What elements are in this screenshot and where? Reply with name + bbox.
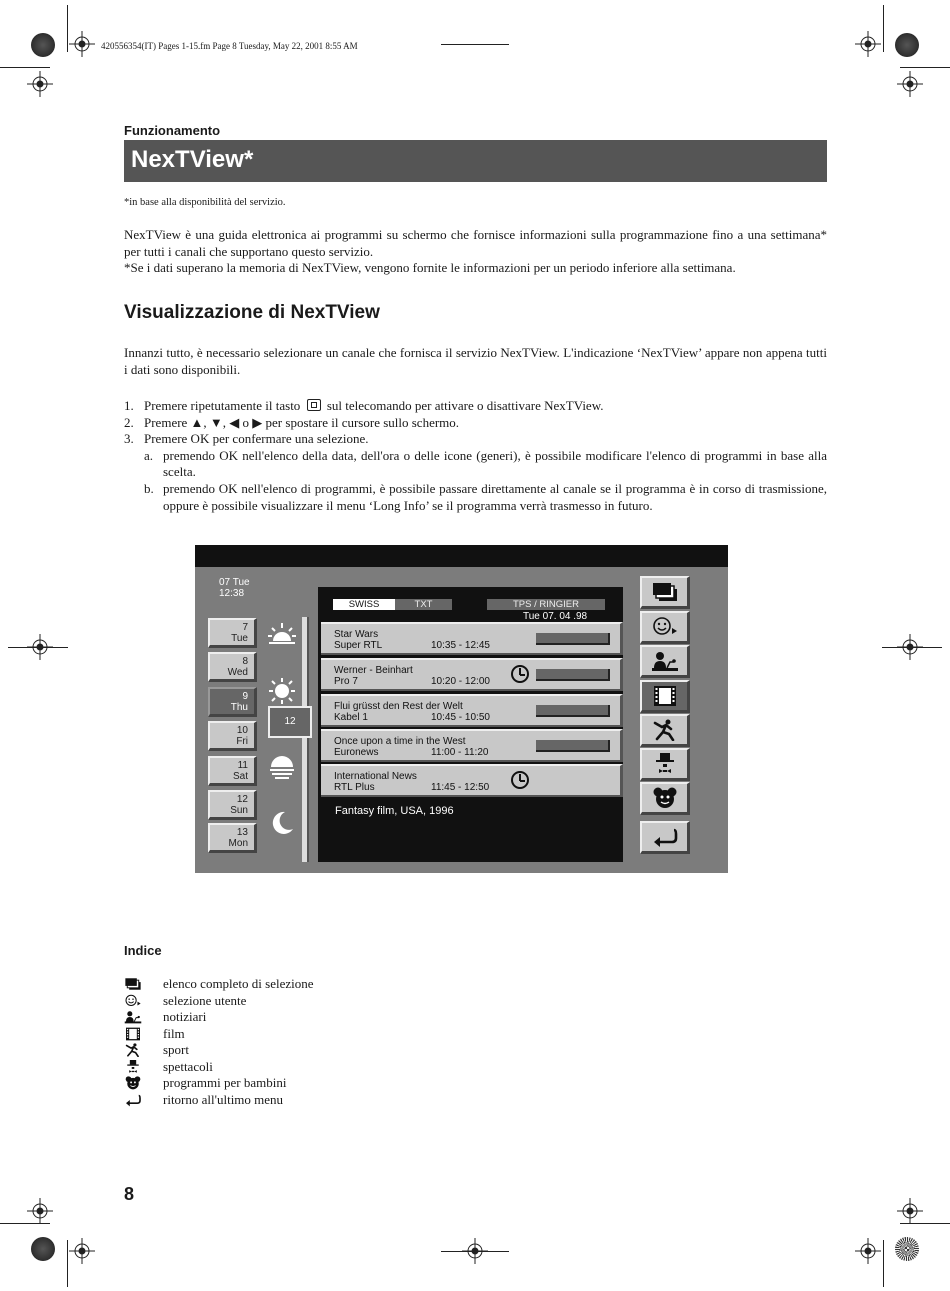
show-icon <box>652 753 678 775</box>
program-channel: Euronews <box>334 747 379 758</box>
legend-label: sport <box>163 1042 189 1057</box>
day-button[interactable] <box>208 823 257 853</box>
step-number: 2. <box>124 414 134 430</box>
genre-button-show[interactable] <box>640 748 690 781</box>
substep-item <box>124 448 827 481</box>
progress-bar <box>536 669 610 681</box>
intro-text: NexTView è una guida elettronica ai programmi su schermo che fornisce informazioni sulla programmazione fino a una settimana* per tutti i canali che supportano questo servizio. <box>124 227 827 259</box>
program-channel: Super RTL <box>334 640 383 651</box>
registration-mark <box>897 634 923 660</box>
program-title: Star Wars <box>334 629 379 640</box>
step-text: Premere ▲, ▼, ◀ o ▶ per spostare il cursore sullo schermo. <box>144 414 460 430</box>
step-item <box>124 415 827 432</box>
tab-txt[interactable]: TXT <box>395 599 452 610</box>
screen-top-bar <box>195 545 728 567</box>
registration-rosette <box>895 33 919 57</box>
all-selection-icon <box>652 581 678 603</box>
registration-mark <box>69 31 95 57</box>
night-icon[interactable] <box>267 809 297 837</box>
day-number: 12 <box>236 794 248 805</box>
page-number: 8 <box>124 1184 135 1204</box>
section-label: Funzionamento <box>124 123 221 138</box>
time-scroll-rail[interactable] <box>302 617 309 862</box>
program-time: 10:20 - 12:00 <box>431 676 490 687</box>
program-channel: RTL Plus <box>334 782 375 793</box>
morning-icon[interactable] <box>267 619 297 647</box>
legend-label: spettacoli <box>163 1058 213 1074</box>
step-text: sul telecomando per attivare o disattivare NexTView. <box>326 398 604 413</box>
registration-rosette <box>31 1237 55 1261</box>
legend-label: film <box>163 1025 185 1041</box>
day-name: Sat <box>232 770 248 782</box>
day-number: 9 <box>242 691 248 702</box>
day-name: Tue <box>231 632 248 644</box>
children-icon <box>124 1076 142 1090</box>
registration-mark <box>27 1198 53 1224</box>
return-icon <box>124 1093 142 1107</box>
registration-mark <box>69 1238 95 1264</box>
substep-letter: a. <box>144 447 154 463</box>
legend-label: programmi per bambini <box>163 1075 287 1090</box>
day-name: Fri <box>236 735 248 747</box>
program-row[interactable] <box>321 764 623 797</box>
clock-icon <box>511 665 529 683</box>
legend-label: ritorno all'ultimo menu <box>163 1091 284 1107</box>
substep-item <box>124 481 827 514</box>
program-title: International News <box>334 771 417 782</box>
intro-paragraph <box>124 227 827 277</box>
tab-swiss[interactable]: SWISS <box>333 599 395 610</box>
print-header-line: 420556354(IT) Pages 1-15.fm Page 8 Tuesday, May 22, 2001 8:55 AM <box>101 41 358 51</box>
substep-text: premendo OK nell'elenco di programmi, è possibile passare direttamente al canale se il programma è in corso di trasmissione, oppure è possibile visualizzare il menu ‘Long Info’ se il programma verrà trasmesso in futuro. <box>163 480 827 513</box>
program-info: Fantasy film, USA, 1996 <box>335 805 454 817</box>
step-item <box>124 398 827 415</box>
title-bar <box>124 140 827 182</box>
step-text: Premere OK per confermare una selezione. <box>144 431 369 447</box>
selection-paragraph: Innanzi tutto, è necessario selezionare un canale che fornisca il servizio NexTView. L'indicazione ‘NexTView’ appare non appena tutti i dati sono disponibili. <box>124 345 827 377</box>
program-row[interactable] <box>321 694 623 727</box>
program-time: 10:35 - 12:45 <box>431 640 490 651</box>
tab-network[interactable]: TPS / RINGIER <box>487 599 605 610</box>
program-title: Werner - Beinhart <box>334 665 413 676</box>
program-row[interactable] <box>321 729 623 762</box>
genre-button-film[interactable] <box>640 680 690 713</box>
program-channel: Kabel 1 <box>334 712 368 723</box>
day-button[interactable] <box>208 721 257 751</box>
day-number: 8 <box>242 656 248 667</box>
user-selection-icon <box>124 994 142 1008</box>
page-title: NexTView* <box>131 146 254 173</box>
noon-icon[interactable] <box>267 677 297 705</box>
sport-icon <box>124 1043 142 1057</box>
genre-button-all[interactable] <box>640 576 690 609</box>
clock-icon <box>511 771 529 789</box>
day-name: Sun <box>230 804 248 816</box>
registration-mark <box>27 634 53 660</box>
progress-bar <box>536 633 610 645</box>
program-row[interactable] <box>321 622 623 655</box>
day-number: 7 <box>242 622 248 633</box>
genre-button-sport[interactable] <box>640 714 690 747</box>
program-channel: Pro 7 <box>334 676 358 687</box>
availability-footnote: *in base alla disponibilità del servizio. <box>124 197 286 208</box>
genre-button-return[interactable] <box>640 821 690 854</box>
step-number: 1. <box>124 398 134 413</box>
section-heading: Visualizzazione di NexTView <box>124 302 380 323</box>
program-time: 11:00 - 11:20 <box>431 747 489 758</box>
news-icon <box>124 1010 142 1024</box>
genre-button-news[interactable] <box>640 645 690 678</box>
evening-icon[interactable] <box>267 753 297 781</box>
program-time: 10:45 - 10:50 <box>431 712 490 723</box>
panel-date: Tue 07. 04 .98 <box>523 611 588 622</box>
registration-mark <box>897 1198 923 1224</box>
nextview-screen <box>195 545 728 873</box>
registration-mark <box>897 71 923 97</box>
day-button[interactable] <box>208 790 257 820</box>
program-panel <box>318 587 623 862</box>
program-row[interactable] <box>321 658 623 691</box>
all-selection-icon <box>124 977 142 991</box>
nextview-button-icon <box>307 399 321 411</box>
program-time: 11:45 - 12:50 <box>431 782 490 793</box>
day-number: 10 <box>236 725 248 736</box>
registration-rosette <box>31 33 55 57</box>
day-name: Thu <box>230 701 248 713</box>
step-number: 3. <box>124 431 134 447</box>
children-icon <box>652 787 678 809</box>
legend-label: elenco completo di selezione <box>163 976 314 991</box>
day-button[interactable] <box>208 652 257 682</box>
film-icon <box>124 1027 142 1041</box>
clock-date: 07 Tue <box>219 577 250 588</box>
registration-mark <box>855 1238 881 1264</box>
progress-bar <box>536 705 610 717</box>
day-button[interactable] <box>208 756 257 786</box>
day-name: Mon <box>228 837 248 849</box>
program-title: Flui grüsst den Rest der Welt <box>334 701 463 712</box>
intro-note: *Se i dati superano la memoria di NexTView, vengono fornite le informazioni per un periodo inferiore alla settimana. <box>124 260 736 276</box>
registration-mark <box>462 1238 488 1264</box>
day-button[interactable] <box>208 618 257 648</box>
steps-list <box>124 398 827 514</box>
registration-mark <box>855 31 881 57</box>
genre-button-user[interactable] <box>640 611 690 644</box>
return-icon <box>652 826 678 848</box>
day-number: 13 <box>236 827 248 838</box>
registration-rosette <box>895 1237 919 1261</box>
step-item <box>124 431 827 448</box>
sport-icon <box>652 719 678 741</box>
show-icon <box>124 1060 142 1074</box>
legend-label: selezione utente <box>163 992 247 1008</box>
substep-letter: b. <box>144 480 154 496</box>
legend-title: Indice <box>124 943 162 958</box>
day-name: Wed <box>227 666 248 678</box>
user-selection-icon <box>652 616 678 638</box>
day-number: 11 <box>237 760 248 771</box>
step-text: Premere ripetutamente il tasto <box>144 398 301 413</box>
day-button-selected[interactable] <box>208 687 257 717</box>
genre-button-children[interactable] <box>640 782 690 815</box>
legend-label: notiziari <box>163 1009 207 1024</box>
clock-time: 12:38 <box>219 588 245 599</box>
progress-bar <box>536 740 610 752</box>
substep-text: premendo OK nell'elenco della data, dell'ora o delle icone (generi), è possibile modificare l'elenco di programmi in base alla scelta. <box>163 447 827 480</box>
news-icon <box>652 650 678 672</box>
screen-clock <box>219 577 250 599</box>
film-icon <box>652 685 678 707</box>
registration-mark <box>27 71 53 97</box>
selected-time-box[interactable]: 12 <box>268 706 312 738</box>
program-title: Once upon a time in the West <box>334 736 466 747</box>
